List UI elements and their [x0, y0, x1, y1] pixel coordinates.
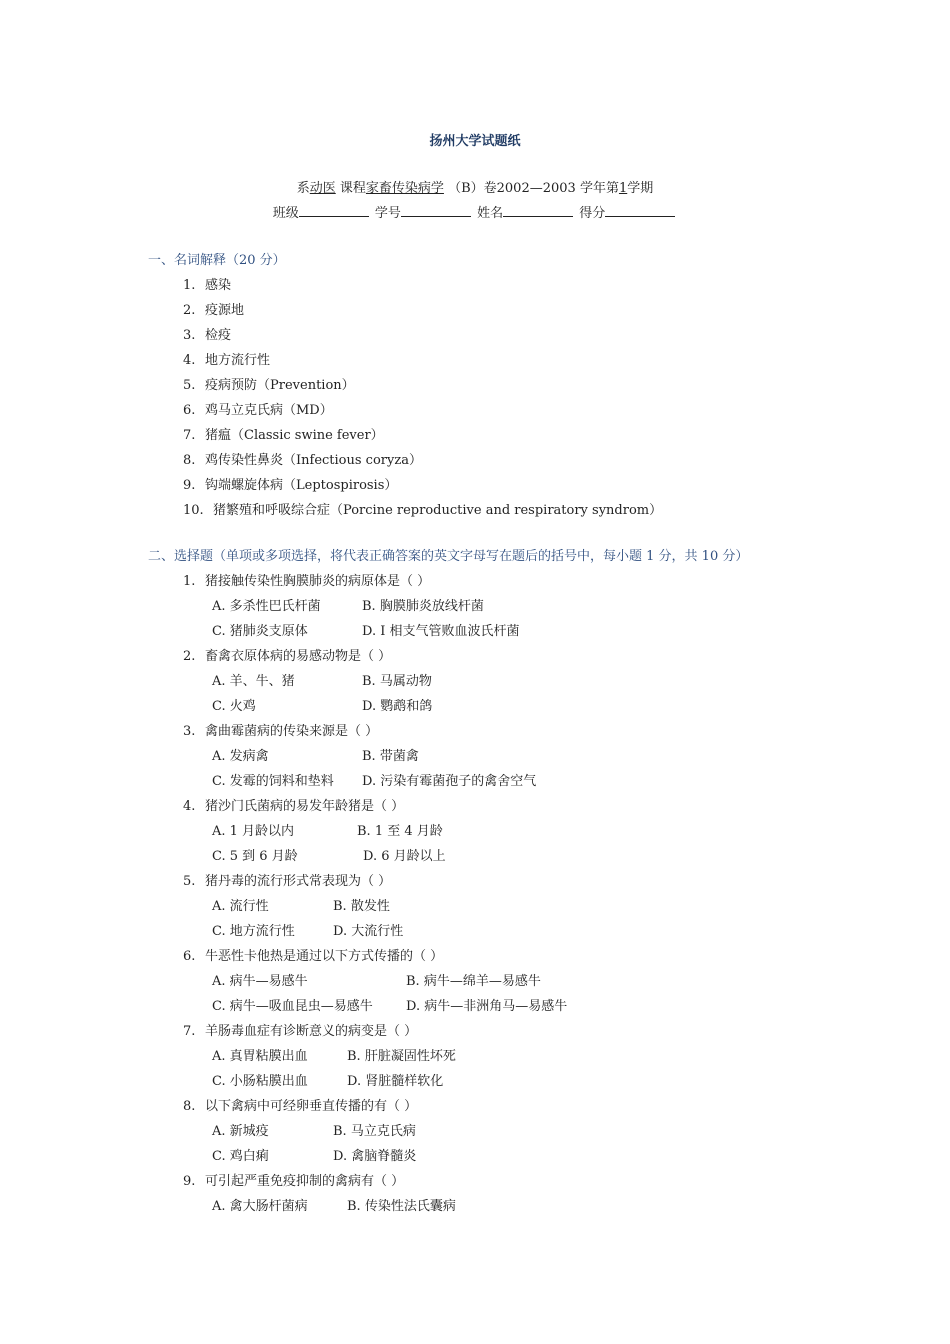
- option-d[interactable]: D. 禽脑脊髓炎: [333, 1149, 417, 1164]
- question-stem: [183, 570, 430, 589]
- question-number: 2.: [183, 649, 196, 664]
- item-text: 疫源地: [205, 303, 245, 318]
- id-label: 学号: [374, 206, 401, 221]
- item-number: 7.: [183, 428, 196, 443]
- name-label: 姓名: [477, 206, 504, 221]
- option-b[interactable]: B. 散发性: [333, 899, 390, 914]
- option-c[interactable]: C. 小肠粘膜出血: [212, 1074, 308, 1089]
- question-number: 9.: [183, 1174, 196, 1189]
- definition-item: [183, 449, 422, 468]
- option-b[interactable]: B. 1 至 4 月龄: [357, 824, 443, 839]
- item-number: 8.: [183, 453, 196, 468]
- option-d[interactable]: D. 病牛—非洲角马—易感牛: [406, 999, 568, 1014]
- option-c[interactable]: C. 病牛—吸血昆虫—易感牛: [212, 999, 373, 1014]
- year-label: 2002—2003 学年第: [496, 181, 619, 196]
- question-stem: [183, 645, 391, 664]
- option-b[interactable]: B. 带菌禽: [362, 749, 419, 764]
- question-number: 7.: [183, 1024, 196, 1039]
- question-text: 猪丹毒的流行形式常表现为（ ）: [205, 874, 392, 889]
- dept-label: 系: [296, 181, 310, 196]
- question-stem: [183, 1020, 417, 1039]
- definition-item: [183, 424, 384, 443]
- option-a[interactable]: A. 发病禽: [212, 749, 269, 764]
- item-number: 2.: [183, 303, 196, 318]
- option-d[interactable]: D. 污染有霉菌孢子的禽舍空气: [362, 774, 537, 789]
- paper-title: 扬州大学试题纸: [429, 134, 521, 149]
- term-value: 1: [618, 181, 628, 196]
- definition-item: [183, 474, 397, 493]
- item-text: 猪繁殖和呼吸综合症（Porcine reproductive and respiratory syndrom）: [213, 503, 663, 518]
- item-text: 疫病预防（Prevention）: [205, 378, 355, 393]
- course-value: 家畜传染病学: [365, 181, 444, 196]
- item-text: 感染: [205, 278, 232, 293]
- section1-heading: 一、名词解释（20 分）: [148, 253, 286, 268]
- option-c[interactable]: C. 发霉的饲料和垫料: [212, 774, 334, 789]
- course-info-line: [0, 177, 950, 196]
- option-d[interactable]: D. I 相支气管败血波氏杆菌: [362, 624, 520, 639]
- question-number: 5.: [183, 874, 196, 889]
- item-number: 6.: [183, 403, 196, 418]
- class-label: 班级: [272, 206, 299, 221]
- item-text: 检疫: [205, 328, 232, 343]
- id-blank[interactable]: [401, 205, 471, 217]
- option-c[interactable]: C. 猪肺炎支原体: [212, 624, 308, 639]
- option-a[interactable]: A. 流行性: [212, 899, 269, 914]
- question-text: 以下禽病中可经卵垂直传播的有（ ）: [205, 1099, 418, 1114]
- item-number: 10.: [183, 503, 204, 518]
- option-b[interactable]: B. 马属动物: [362, 674, 432, 689]
- option-b[interactable]: B. 肝脏凝固性坏死: [347, 1049, 456, 1064]
- item-text: 猪瘟（Classic swine fever）: [205, 428, 384, 443]
- item-number: 5.: [183, 378, 196, 393]
- student-info-line: [0, 202, 950, 221]
- question-stem: [183, 1095, 417, 1114]
- definition-item: [183, 374, 355, 393]
- course-label: 课程: [339, 181, 366, 196]
- item-text: 地方流行性: [205, 353, 271, 368]
- option-c[interactable]: C. 地方流行性: [212, 924, 295, 939]
- option-d[interactable]: D. 肾脏髓样软化: [347, 1074, 444, 1089]
- score-blank[interactable]: [605, 205, 675, 217]
- question-text: 牛恶性卡他热是通过以下方式传播的（ ）: [205, 949, 444, 964]
- option-a[interactable]: A. 新城疫: [212, 1124, 269, 1139]
- question-number: 3.: [183, 724, 196, 739]
- question-number: 1.: [183, 574, 196, 589]
- item-number: 4.: [183, 353, 196, 368]
- score-label: 得分: [579, 206, 606, 221]
- option-d[interactable]: D. 6 月龄以上: [363, 849, 446, 864]
- question-text: 猪沙门氏菌病的易发年龄猪是（ ）: [205, 799, 405, 814]
- dept-value: 动医: [309, 181, 336, 196]
- item-text: 鸡传染性鼻炎（Infectious coryza）: [205, 453, 422, 468]
- item-text: 钩端螺旋体病（Leptospirosis）: [205, 478, 398, 493]
- option-b[interactable]: B. 病牛—绵羊—易感牛: [406, 974, 541, 989]
- option-d[interactable]: D. 大流行性: [333, 924, 404, 939]
- question-text: 猪接触传染性胸膜肺炎的病原体是（ ）: [205, 574, 431, 589]
- option-c[interactable]: C. 5 到 6 月龄: [212, 849, 298, 864]
- definition-item: [183, 399, 333, 418]
- question-text: 畜禽衣原体病的易感动物是（ ）: [205, 649, 392, 664]
- option-b[interactable]: B. 马立克氏病: [333, 1124, 416, 1139]
- option-a[interactable]: A. 多杀性巴氏杆菌: [212, 599, 321, 614]
- option-a[interactable]: A. 1 月龄以内: [212, 824, 295, 839]
- question-number: 8.: [183, 1099, 196, 1114]
- option-a[interactable]: A. 病牛—易感牛: [212, 974, 308, 989]
- question-stem: [183, 795, 404, 814]
- class-blank[interactable]: [299, 205, 369, 217]
- definition-item: [183, 274, 231, 293]
- option-d[interactable]: D. 鹦鹉和鸽: [362, 699, 433, 714]
- item-number: 3.: [183, 328, 196, 343]
- question-number: 4.: [183, 799, 196, 814]
- option-a[interactable]: A. 禽大肠杆菌病: [212, 1199, 308, 1214]
- question-number: 6.: [183, 949, 196, 964]
- option-c[interactable]: C. 火鸡: [212, 699, 256, 714]
- option-c[interactable]: C. 鸡白痢: [212, 1149, 269, 1164]
- option-a[interactable]: A. 羊、牛、猪: [212, 674, 295, 689]
- option-a[interactable]: A. 真胃粘膜出血: [212, 1049, 308, 1064]
- question-text: 羊肠毒血症有诊断意义的病变是（ ）: [205, 1024, 418, 1039]
- definition-item: [183, 324, 231, 343]
- question-stem: [183, 720, 378, 739]
- item-number: 1.: [183, 278, 196, 293]
- question-text: 禽曲霉菌病的传染来源是（ ）: [205, 724, 379, 739]
- option-b[interactable]: B. 传染性法氏囊病: [347, 1199, 456, 1214]
- term-label: 学期: [627, 181, 654, 196]
- section2-heading: 二、选择题（单项或多项选择，将代表正确答案的英文字母写在题后的括号中，每小题 1 分，共 10 分）: [148, 549, 749, 564]
- question-text: 可引起严重免疫抑制的禽病有（ ）: [205, 1174, 405, 1189]
- definition-item: [183, 349, 270, 368]
- question-stem: [183, 945, 443, 964]
- definition-item: [183, 499, 662, 518]
- item-text: 鸡马立克氏病（MD）: [205, 403, 333, 418]
- option-b[interactable]: B. 胸膜肺炎放线杆菌: [362, 599, 484, 614]
- question-stem: [183, 870, 391, 889]
- question-stem: [183, 1170, 404, 1189]
- definition-item: [183, 299, 244, 318]
- volume-label: （B）卷: [448, 181, 497, 196]
- item-number: 9.: [183, 478, 196, 493]
- name-blank[interactable]: [503, 205, 573, 217]
